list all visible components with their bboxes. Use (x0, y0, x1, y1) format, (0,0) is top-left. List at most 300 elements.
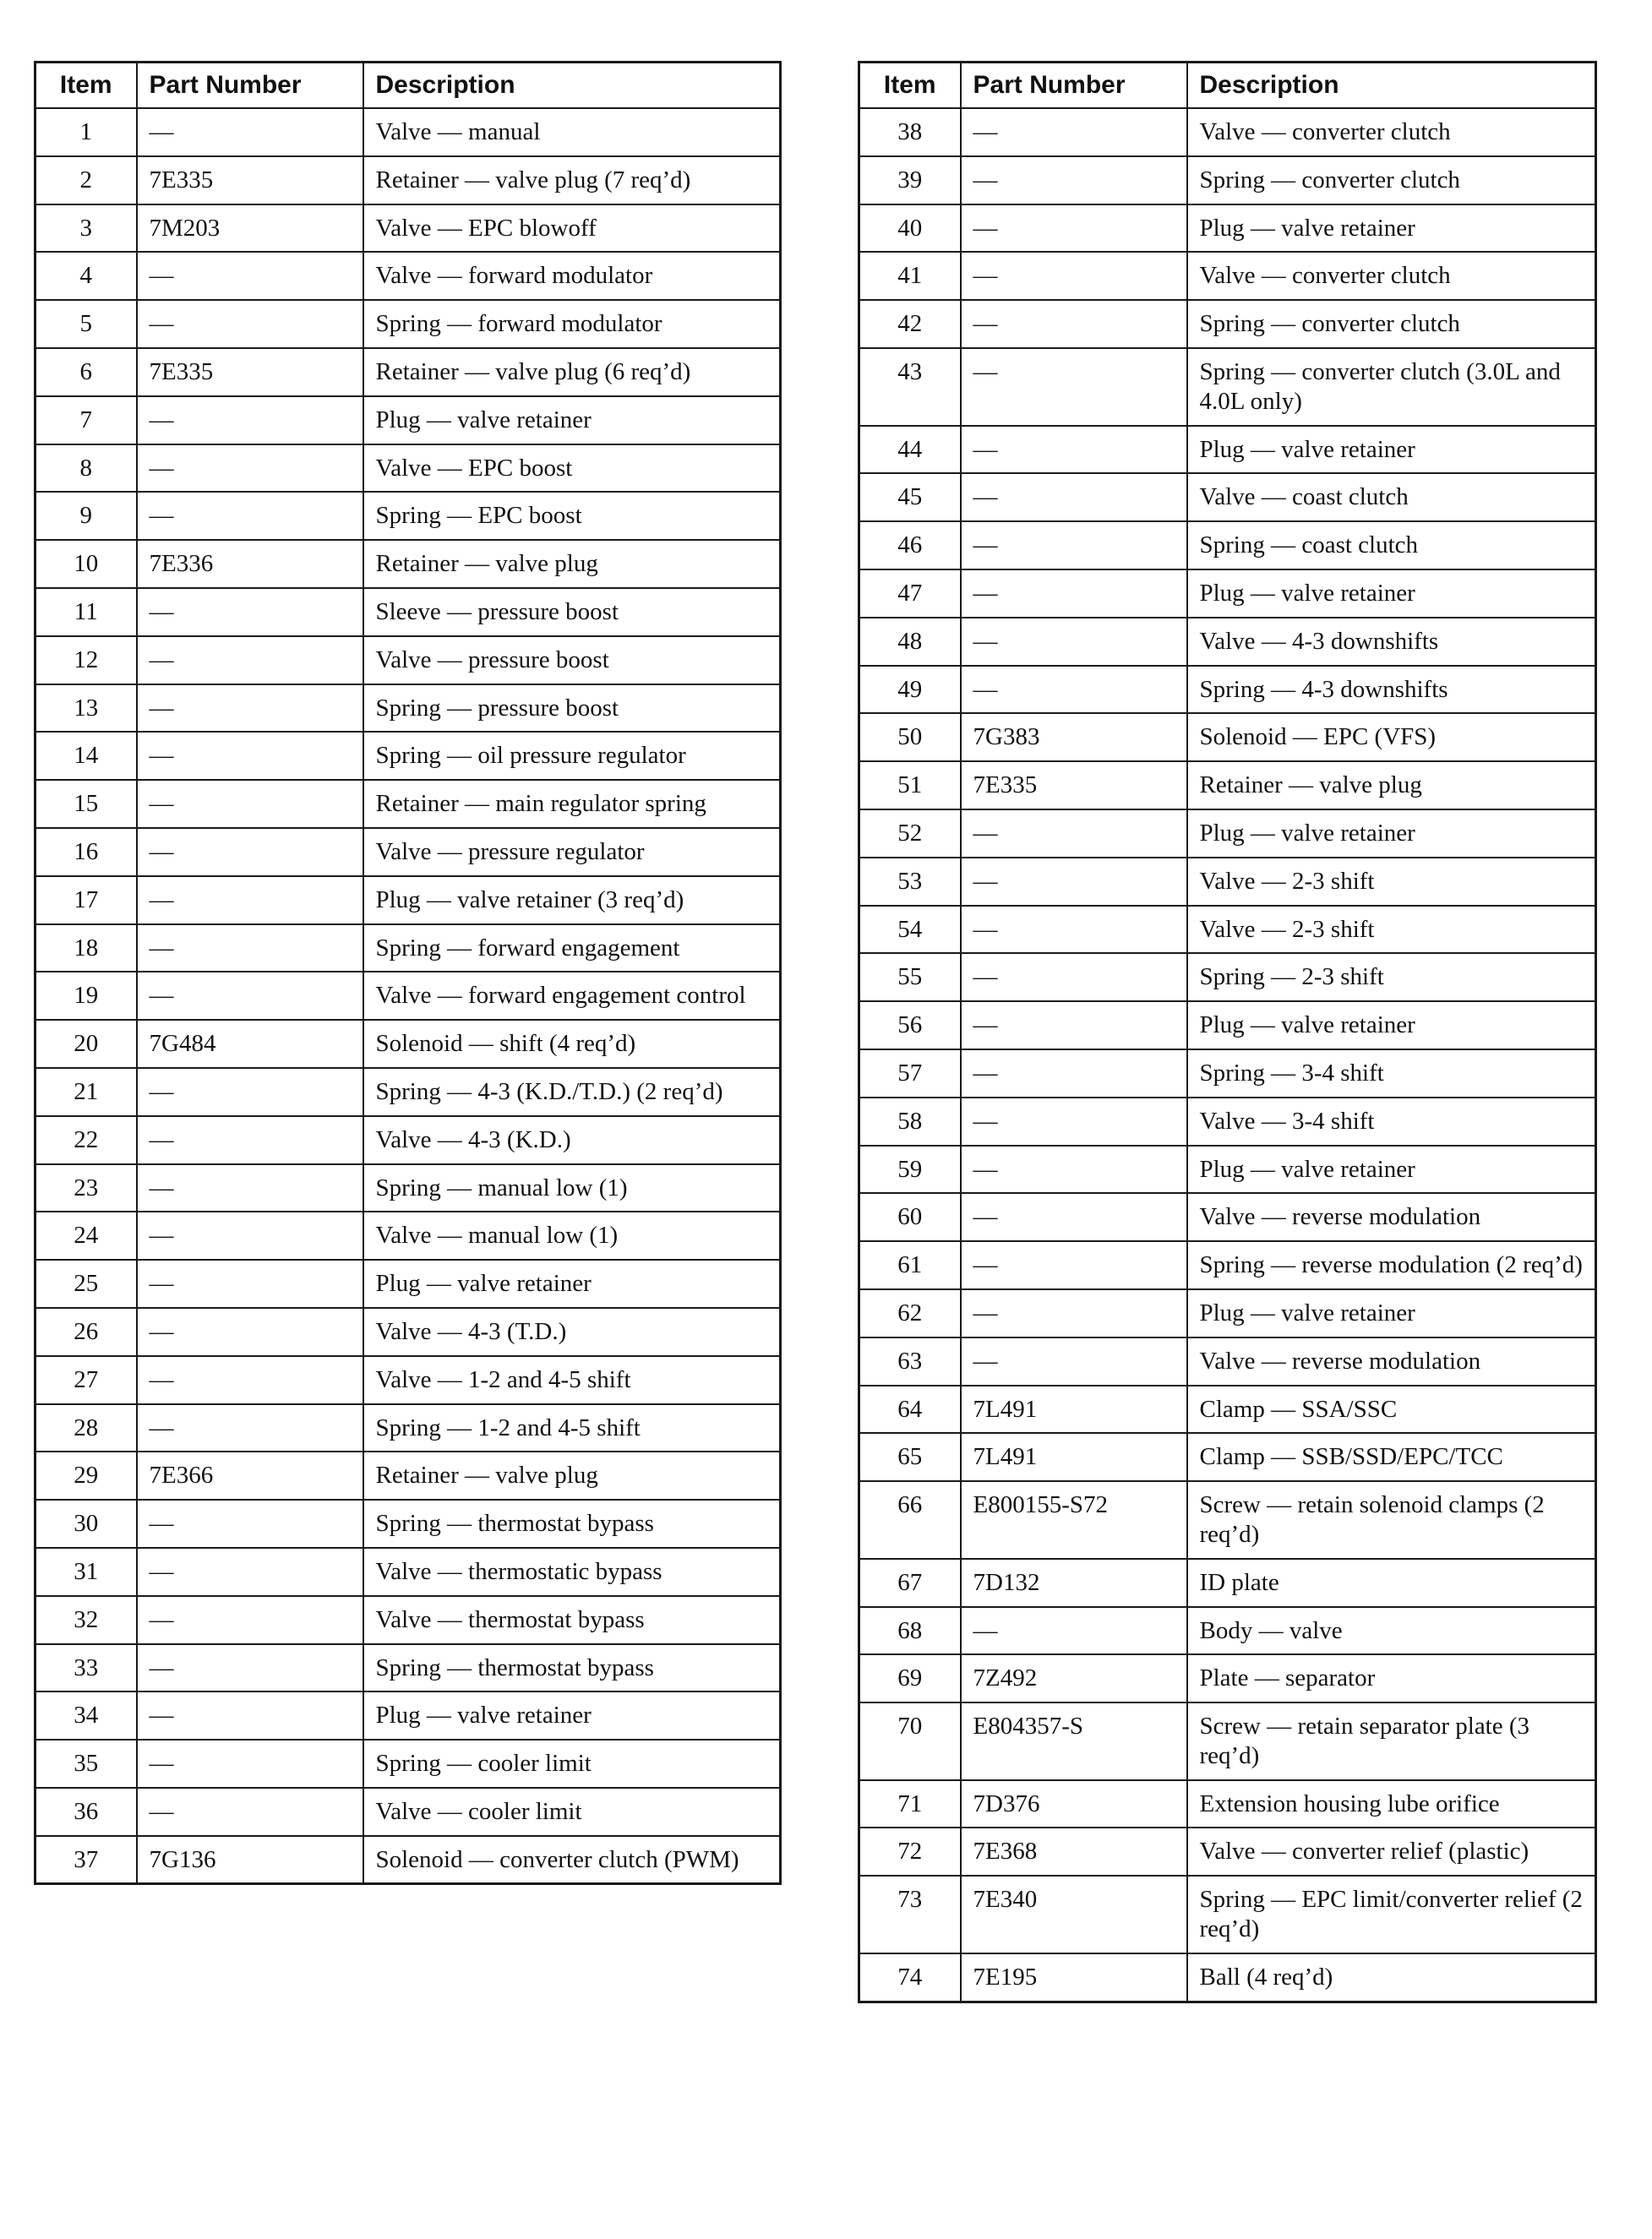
table-row (35, 252, 781, 300)
item-cell: 22 (35, 1116, 137, 1164)
item-cell: 30 (35, 1500, 137, 1548)
description-cell: Plug — valve retainer (1187, 1001, 1596, 1049)
table-row (35, 876, 781, 924)
table-row (35, 1452, 781, 1500)
part-number-cell: — (961, 300, 1187, 348)
table-row (859, 1241, 1596, 1289)
table-row (859, 1654, 1596, 1702)
table-row (35, 1020, 781, 1068)
description-cell: Valve — 2-3 shift (1187, 858, 1596, 906)
description-cell: Spring — 2-3 shift (1187, 953, 1596, 1001)
description-cell: Valve — cooler limit (363, 1788, 781, 1836)
part-number-cell: — (961, 953, 1187, 1001)
item-cell: 20 (35, 1020, 137, 1068)
description-cell: Plug — valve retainer (1187, 809, 1596, 858)
item-cell: 46 (859, 521, 961, 569)
item-cell: 47 (859, 569, 961, 618)
part-number-cell: — (137, 1500, 363, 1548)
part-number-cell: 7Z492 (961, 1654, 1187, 1702)
part-number-cell: — (137, 1068, 363, 1116)
part-number-cell: 7D376 (961, 1780, 1187, 1828)
description-cell: Spring — oil pressure regulator (363, 732, 781, 780)
item-cell: 4 (35, 252, 137, 300)
column-header-item: Item (35, 63, 137, 109)
part-number-cell: — (961, 1146, 1187, 1194)
description-cell: Valve — manual low (1) (363, 1212, 781, 1260)
part-number-cell: — (137, 1212, 363, 1260)
item-cell: 33 (35, 1644, 137, 1692)
table-row (35, 1356, 781, 1404)
table-row (35, 348, 781, 396)
description-cell: Valve — reverse modulation (1187, 1337, 1596, 1386)
item-cell: 68 (859, 1607, 961, 1655)
part-number-cell: — (961, 618, 1187, 666)
table-row (35, 924, 781, 972)
item-cell: 7 (35, 396, 137, 444)
item-cell: 69 (859, 1654, 961, 1702)
table-row (859, 953, 1596, 1001)
column-header-description: Description (1187, 63, 1596, 109)
table-row (35, 684, 781, 733)
part-number-cell: 7E368 (961, 1828, 1187, 1876)
table-row (859, 1289, 1596, 1337)
item-cell: 9 (35, 492, 137, 540)
column-header-item: Item (859, 63, 961, 109)
part-number-cell: 7G484 (137, 1020, 363, 1068)
description-cell: Plug — valve retainer (3 req’d) (363, 876, 781, 924)
description-cell: Solenoid — shift (4 req’d) (363, 1020, 781, 1068)
description-cell: Spring — 1-2 and 4-5 shift (363, 1404, 781, 1452)
item-cell: 74 (859, 1953, 961, 2002)
item-cell: 52 (859, 809, 961, 858)
table-row (859, 1001, 1596, 1049)
table-row (35, 972, 781, 1020)
description-cell: Plug — valve retainer (363, 396, 781, 444)
description-cell: Valve — 1-2 and 4-5 shift (363, 1356, 781, 1404)
item-cell: 40 (859, 204, 961, 253)
description-cell: Spring — thermostat bypass (363, 1644, 781, 1692)
description-cell: Solenoid — converter clutch (PWM) (363, 1836, 781, 1884)
table-row (35, 300, 781, 348)
part-number-cell: — (137, 732, 363, 780)
part-number-cell: — (961, 1001, 1187, 1049)
item-cell: 72 (859, 1828, 961, 1876)
part-number-cell: — (961, 1607, 1187, 1655)
table-row (859, 809, 1596, 858)
part-number-cell: — (961, 809, 1187, 858)
part-number-cell: — (137, 1308, 363, 1356)
description-cell: Valve — 4-3 (T.D.) (363, 1308, 781, 1356)
table-row (35, 1692, 781, 1740)
part-number-cell: — (961, 858, 1187, 906)
description-cell: Retainer — valve plug (6 req’d) (363, 348, 781, 396)
table-row (35, 492, 781, 540)
part-number-cell: — (137, 1116, 363, 1164)
item-cell: 1 (35, 108, 137, 156)
table-row (859, 521, 1596, 569)
table-header (859, 63, 1596, 109)
item-cell: 5 (35, 300, 137, 348)
description-cell: Valve — thermostatic bypass (363, 1548, 781, 1596)
table-row (859, 426, 1596, 474)
table-row (35, 1644, 781, 1692)
part-number-cell: — (961, 156, 1187, 204)
part-number-cell: — (961, 1241, 1187, 1289)
description-cell: Valve — thermostat bypass (363, 1596, 781, 1644)
description-cell: ID plate (1187, 1559, 1596, 1607)
item-cell: 19 (35, 972, 137, 1020)
table-row (35, 1404, 781, 1452)
part-number-cell: — (961, 473, 1187, 521)
description-cell: Valve — 4-3 (K.D.) (363, 1116, 781, 1164)
item-cell: 36 (35, 1788, 137, 1836)
table-row (859, 858, 1596, 906)
table-body (859, 108, 1596, 2002)
item-cell: 17 (35, 876, 137, 924)
part-number-cell: — (961, 1193, 1187, 1241)
part-number-cell: 7E335 (137, 348, 363, 396)
part-number-cell: — (137, 1548, 363, 1596)
part-number-cell: — (137, 444, 363, 493)
description-cell: Spring — forward modulator (363, 300, 781, 348)
part-number-cell: — (961, 1337, 1187, 1386)
part-number-cell: — (137, 924, 363, 972)
part-number-cell: 7G383 (961, 713, 1187, 761)
item-cell: 31 (35, 1548, 137, 1596)
table-row (35, 828, 781, 876)
part-number-cell: — (137, 1260, 363, 1308)
table-row (859, 252, 1596, 300)
table-row (35, 780, 781, 828)
table-row (35, 108, 781, 156)
description-cell: Plug — valve retainer (363, 1260, 781, 1308)
part-number-cell: — (137, 972, 363, 1020)
table-row (35, 1836, 781, 1884)
description-cell: Valve — converter clutch (1187, 252, 1596, 300)
item-cell: 39 (859, 156, 961, 204)
part-number-cell: 7L491 (961, 1433, 1187, 1481)
item-cell: 28 (35, 1404, 137, 1452)
part-number-cell: — (137, 1740, 363, 1788)
table-row (35, 1164, 781, 1212)
part-number-cell: 7L491 (961, 1386, 1187, 1434)
item-cell: 43 (859, 348, 961, 426)
part-number-cell: — (137, 1356, 363, 1404)
table-row (859, 1386, 1596, 1434)
part-number-cell: — (137, 636, 363, 684)
table-row (859, 618, 1596, 666)
description-cell: Retainer — valve plug (363, 1452, 781, 1500)
description-cell: Valve — converter relief (plastic) (1187, 1828, 1596, 1876)
table-row (859, 569, 1596, 618)
part-number-cell: — (137, 828, 363, 876)
part-number-cell: — (961, 252, 1187, 300)
description-cell: Valve — coast clutch (1187, 473, 1596, 521)
description-cell: Screw — retain separator plate (3 req’d) (1187, 1702, 1596, 1780)
table-row (859, 156, 1596, 204)
column-header-description: Description (363, 63, 781, 109)
header-row (35, 63, 781, 109)
item-cell: 73 (859, 1876, 961, 1953)
part-number-cell: — (137, 396, 363, 444)
column-header-part-number: Part Number (137, 63, 363, 109)
item-cell: 35 (35, 1740, 137, 1788)
table-row (35, 1068, 781, 1116)
table-row (35, 156, 781, 204)
table-row (35, 1788, 781, 1836)
description-cell: Plate — separator (1187, 1654, 1596, 1702)
description-cell: Sleeve — pressure boost (363, 588, 781, 636)
part-number-cell: — (137, 1404, 363, 1452)
part-number-cell: — (137, 1788, 363, 1836)
item-cell: 61 (859, 1241, 961, 1289)
description-cell: Spring — 3-4 shift (1187, 1049, 1596, 1098)
item-cell: 38 (859, 108, 961, 156)
part-number-cell: 7E340 (961, 1876, 1187, 1953)
item-cell: 2 (35, 156, 137, 204)
part-number-cell: — (961, 906, 1187, 954)
description-cell: Spring — converter clutch (3.0L and 4.0L only) (1187, 348, 1596, 426)
part-number-cell: E800155-S72 (961, 1481, 1187, 1559)
description-cell: Valve — pressure boost (363, 636, 781, 684)
table-row (35, 1212, 781, 1260)
item-cell: 11 (35, 588, 137, 636)
part-number-cell: — (961, 1049, 1187, 1098)
table-row (35, 444, 781, 493)
table-row (859, 1780, 1596, 1828)
part-number-cell: — (137, 492, 363, 540)
part-number-cell: — (137, 876, 363, 924)
description-cell: Plug — valve retainer (1187, 426, 1596, 474)
item-cell: 18 (35, 924, 137, 972)
item-cell: 70 (859, 1702, 961, 1780)
item-cell: 67 (859, 1559, 961, 1607)
description-cell: Valve — reverse modulation (1187, 1193, 1596, 1241)
description-cell: Spring — EPC boost (363, 492, 781, 540)
table-row (35, 1548, 781, 1596)
item-cell: 49 (859, 666, 961, 714)
table-row (35, 1308, 781, 1356)
item-cell: 16 (35, 828, 137, 876)
part-number-cell: 7E335 (961, 761, 1187, 809)
description-cell: Spring — converter clutch (1187, 156, 1596, 204)
description-cell: Spring — manual low (1) (363, 1164, 781, 1212)
description-cell: Clamp — SSB/SSD/EPC/TCC (1187, 1433, 1596, 1481)
description-cell: Valve — manual (363, 108, 781, 156)
part-number-cell: — (961, 426, 1187, 474)
part-number-cell: — (961, 1289, 1187, 1337)
item-cell: 54 (859, 906, 961, 954)
table-row (859, 761, 1596, 809)
table-row (859, 1049, 1596, 1098)
description-cell: Plug — valve retainer (1187, 569, 1596, 618)
description-cell: Extension housing lube orifice (1187, 1780, 1596, 1828)
table-row (859, 1098, 1596, 1146)
item-cell: 65 (859, 1433, 961, 1481)
item-cell: 42 (859, 300, 961, 348)
description-cell: Screw — retain solenoid clamps (2 req’d) (1187, 1481, 1596, 1559)
item-cell: 29 (35, 1452, 137, 1500)
part-number-cell: 7E366 (137, 1452, 363, 1500)
table-row (859, 1193, 1596, 1241)
item-cell: 51 (859, 761, 961, 809)
description-cell: Spring — pressure boost (363, 684, 781, 733)
part-number-cell: — (137, 252, 363, 300)
part-number-cell: — (137, 108, 363, 156)
table-row (859, 1828, 1596, 1876)
description-cell: Valve — 2-3 shift (1187, 906, 1596, 954)
item-cell: 63 (859, 1337, 961, 1386)
item-cell: 27 (35, 1356, 137, 1404)
part-number-cell: — (137, 1644, 363, 1692)
description-cell: Valve — 4-3 downshifts (1187, 618, 1596, 666)
description-cell: Spring — thermostat bypass (363, 1500, 781, 1548)
description-cell: Valve — EPC blowoff (363, 204, 781, 253)
part-number-cell: — (137, 300, 363, 348)
part-number-cell: 7E195 (961, 1953, 1187, 2002)
description-cell: Valve — EPC boost (363, 444, 781, 493)
table-row (35, 1596, 781, 1644)
table-row (859, 300, 1596, 348)
table-row (859, 204, 1596, 253)
part-number-cell: — (961, 348, 1187, 426)
item-cell: 60 (859, 1193, 961, 1241)
description-cell: Plug — valve retainer (363, 1692, 781, 1740)
part-number-cell: — (137, 684, 363, 733)
item-cell: 3 (35, 204, 137, 253)
table-row (859, 108, 1596, 156)
item-cell: 26 (35, 1308, 137, 1356)
description-cell: Spring — EPC limit/converter relief (2 req’d) (1187, 1876, 1596, 1953)
item-cell: 58 (859, 1098, 961, 1146)
item-cell: 56 (859, 1001, 961, 1049)
table-row (859, 666, 1596, 714)
item-cell: 10 (35, 540, 137, 588)
description-cell: Retainer — valve plug (1187, 761, 1596, 809)
description-cell: Valve — 3-4 shift (1187, 1098, 1596, 1146)
part-number-cell: — (137, 588, 363, 636)
description-cell: Retainer — valve plug (7 req’d) (363, 156, 781, 204)
part-number-cell: — (137, 780, 363, 828)
description-cell: Spring — reverse modulation (2 req’d) (1187, 1241, 1596, 1289)
description-cell: Valve — pressure regulator (363, 828, 781, 876)
table-row (859, 473, 1596, 521)
description-cell: Spring — 4-3 (K.D./T.D.) (2 req’d) (363, 1068, 781, 1116)
table-row (35, 732, 781, 780)
item-cell: 13 (35, 684, 137, 733)
description-cell: Ball (4 req’d) (1187, 1953, 1596, 2002)
item-cell: 23 (35, 1164, 137, 1212)
part-number-cell: — (961, 1098, 1187, 1146)
table-body (35, 108, 781, 1884)
description-cell: Solenoid — EPC (VFS) (1187, 713, 1596, 761)
table-row (859, 906, 1596, 954)
table-row (859, 1702, 1596, 1780)
description-cell: Spring — forward engagement (363, 924, 781, 972)
item-cell: 6 (35, 348, 137, 396)
part-number-cell: — (961, 108, 1187, 156)
item-cell: 44 (859, 426, 961, 474)
description-cell: Body — valve (1187, 1607, 1596, 1655)
item-cell: 50 (859, 713, 961, 761)
part-number-cell: E804357-S (961, 1702, 1187, 1780)
table-row (859, 1559, 1596, 1607)
item-cell: 8 (35, 444, 137, 493)
description-cell: Valve — forward engagement control (363, 972, 781, 1020)
item-cell: 41 (859, 252, 961, 300)
description-cell: Plug — valve retainer (1187, 204, 1596, 253)
table-row (35, 1260, 781, 1308)
item-cell: 59 (859, 1146, 961, 1194)
header-row (859, 63, 1596, 109)
table-row (35, 1740, 781, 1788)
part-number-cell: — (137, 1692, 363, 1740)
table-row (35, 636, 781, 684)
table-row (859, 1607, 1596, 1655)
item-cell: 34 (35, 1692, 137, 1740)
part-number-cell: 7M203 (137, 204, 363, 253)
item-cell: 25 (35, 1260, 137, 1308)
part-number-cell: 7D132 (961, 1559, 1187, 1607)
part-number-cell: — (137, 1164, 363, 1212)
description-cell: Spring — 4-3 downshifts (1187, 666, 1596, 714)
part-number-cell: 7G136 (137, 1836, 363, 1884)
description-cell: Spring — cooler limit (363, 1740, 781, 1788)
table-row (859, 1433, 1596, 1481)
item-cell: 66 (859, 1481, 961, 1559)
item-cell: 15 (35, 780, 137, 828)
description-cell: Spring — coast clutch (1187, 521, 1596, 569)
table-row (35, 1500, 781, 1548)
item-cell: 57 (859, 1049, 961, 1098)
description-cell: Retainer — main regulator spring (363, 780, 781, 828)
item-cell: 71 (859, 1780, 961, 1828)
table-row (35, 540, 781, 588)
part-number-cell: — (961, 521, 1187, 569)
part-number-cell: — (961, 204, 1187, 253)
table-row (35, 588, 781, 636)
part-number-cell: — (961, 666, 1187, 714)
item-cell: 32 (35, 1596, 137, 1644)
item-cell: 37 (35, 1836, 137, 1884)
table-row (859, 1337, 1596, 1386)
item-cell: 45 (859, 473, 961, 521)
item-cell: 55 (859, 953, 961, 1001)
item-cell: 14 (35, 732, 137, 780)
item-cell: 53 (859, 858, 961, 906)
description-cell: Plug — valve retainer (1187, 1146, 1596, 1194)
table-row (35, 204, 781, 253)
table-row (35, 396, 781, 444)
item-cell: 12 (35, 636, 137, 684)
table-row (35, 1116, 781, 1164)
part-number-cell: — (961, 569, 1187, 618)
part-number-cell: — (137, 1596, 363, 1644)
table-row (859, 348, 1596, 426)
item-cell: 48 (859, 618, 961, 666)
parts-table-left (34, 61, 782, 1885)
item-cell: 24 (35, 1212, 137, 1260)
table-header (35, 63, 781, 109)
description-cell: Plug — valve retainer (1187, 1289, 1596, 1337)
table-row (859, 1146, 1596, 1194)
description-cell: Retainer — valve plug (363, 540, 781, 588)
table-row (859, 713, 1596, 761)
description-cell: Valve — converter clutch (1187, 108, 1596, 156)
column-header-part-number: Part Number (961, 63, 1187, 109)
item-cell: 21 (35, 1068, 137, 1116)
description-cell: Spring — converter clutch (1187, 300, 1596, 348)
